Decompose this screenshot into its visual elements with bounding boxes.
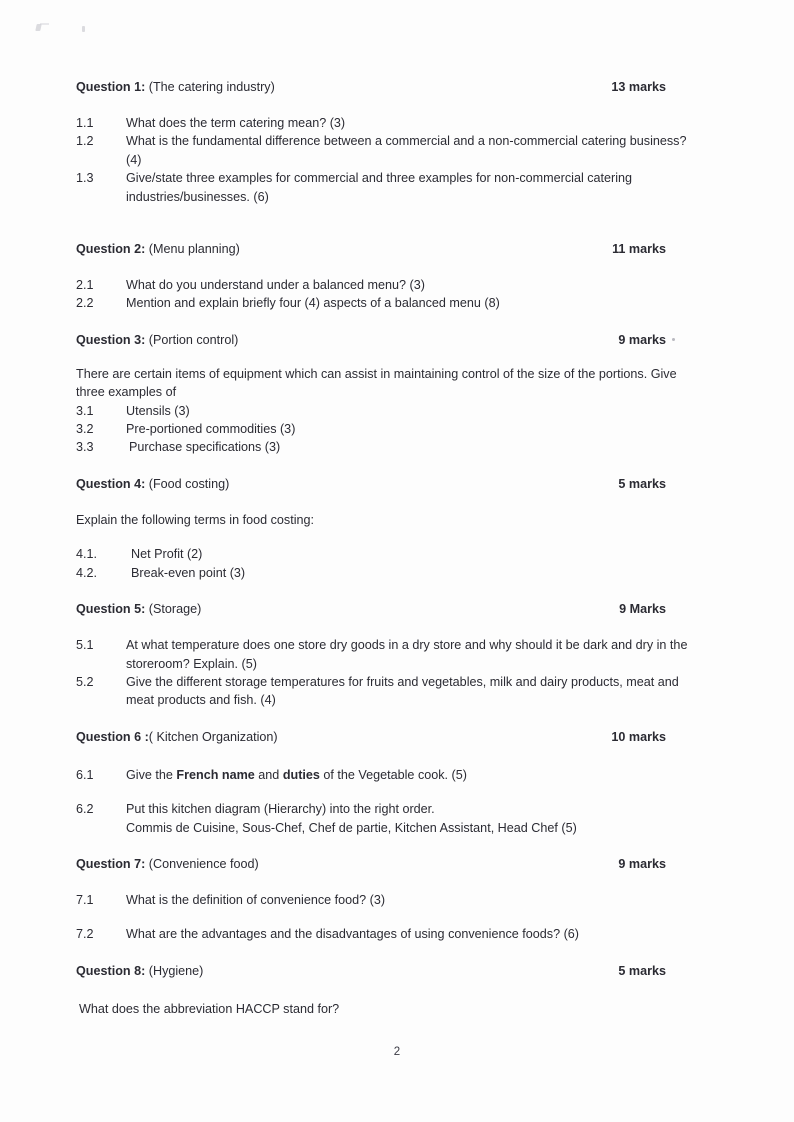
question-4-title: Question 4: — [76, 476, 146, 491]
item-text: What do you understand under a balanced menu? (3) — [126, 278, 425, 293]
question-1-header — [76, 78, 688, 96]
item-text: Purchase specifications (3) — [129, 440, 281, 455]
question-item-3-1 — [76, 402, 688, 420]
question-4-marks: 5 marks — [618, 476, 666, 491]
question-6-heading — [76, 728, 278, 746]
item-number: 5.1 — [76, 638, 94, 653]
item-number: 2.1 — [76, 278, 94, 293]
item-number: 4.1. — [76, 547, 98, 562]
question-8-closing-text: What does the abbreviation HACCP stand for? — [79, 1001, 340, 1016]
item-text: Pre-portioned commodities (3) — [126, 422, 296, 437]
question-5-header — [76, 600, 688, 618]
question-1-title: Question 1: — [76, 80, 146, 94]
item-number: 1.1 — [76, 116, 94, 130]
question-8-heading — [76, 962, 203, 980]
scan-dot-artifact — [672, 338, 675, 341]
item-number: 6.2 — [76, 802, 94, 817]
question-item-6-2 — [76, 800, 688, 837]
question-item-3-3 — [76, 438, 688, 456]
item-text: Net Profit (2) — [131, 547, 203, 562]
question-3-intro: There are certain items of equipment which can assist in maintaining control of the size of the portions. Give three examples of — [76, 366, 677, 400]
question-6-header — [76, 728, 688, 746]
item-number: 5.2 — [76, 674, 94, 689]
item-number: 2.2 — [76, 296, 94, 311]
question-3-header — [76, 331, 688, 349]
question-item-5-2 — [76, 673, 688, 710]
item-text — [126, 800, 688, 837]
item-text-emphasis-french-name: French name — [176, 767, 255, 782]
scan-smudge-artifact — [40, 23, 49, 25]
question-8-marks: 5 marks — [618, 963, 666, 978]
item-text-line-2: Commis de Cuisine, Sous-Chef, Chef de partie, Kitchen Assistant, Head Chef (5) — [126, 820, 577, 835]
item-number: 4.2. — [76, 565, 98, 580]
item-text: Give/state three examples for commercial and three examples for non-commercial catering industries/businesses. (6) — [126, 171, 633, 204]
question-5-title: Question 5: — [76, 602, 146, 617]
question-1-topic: (The catering industry) — [145, 80, 275, 94]
item-number: 1.3 — [76, 171, 94, 186]
question-2-heading — [76, 240, 240, 258]
question-2-title: Question 2: — [76, 242, 146, 257]
question-4-topic: (Food costing) — [145, 476, 230, 491]
item-number: 3.3 — [76, 440, 94, 455]
item-text: What does the term catering mean? (3) — [126, 116, 346, 130]
item-text: At what temperature does one store dry goods in a dry store and why should it be dark and dry in the storeroom? Explain. (5) — [126, 638, 688, 671]
question-item-7-1 — [76, 891, 688, 909]
question-5-topic: (Storage) — [145, 602, 202, 617]
item-text-emphasis-duties: duties — [282, 767, 320, 782]
question-7-marks: 9 marks — [618, 856, 666, 871]
item-number: 3.2 — [76, 422, 94, 437]
question-item-1-2 — [76, 132, 688, 169]
item-number: 7.1 — [76, 892, 94, 907]
item-text-part: of the Vegetable cook. (5) — [319, 767, 467, 782]
question-item-1-3 — [76, 169, 688, 206]
item-number: 3.1 — [76, 403, 94, 418]
question-2-marks: 11 marks — [612, 242, 666, 257]
item-text: What are the advantages and the disadvantages of using convenience foods? (6) — [126, 927, 579, 942]
item-text: Break-even point (3) — [131, 565, 246, 580]
question-1-heading — [76, 78, 275, 96]
item-text: Give the different storage temperatures for fruits and vegetables, milk and dairy products, meat and meat products and fish. (4) — [126, 674, 679, 708]
question-4-intro: Explain the following terms in food costing: — [76, 512, 315, 527]
scan-smudge-artifact — [82, 26, 85, 32]
question-3-title: Question 3: — [76, 332, 146, 347]
scan-smudge-artifact — [35, 24, 41, 31]
item-number: 7.2 — [76, 927, 94, 942]
question-3-marks: 9 marks — [618, 332, 666, 347]
item-text-line-1: Put this kitchen diagram (Hierarchy) into the right order. — [126, 802, 435, 817]
page-number: 2 — [393, 1046, 401, 1058]
question-item-7-2 — [76, 925, 688, 943]
question-5-heading — [76, 600, 201, 618]
question-4-heading — [76, 475, 229, 493]
question-item-4-2 — [76, 564, 688, 582]
question-item-6-1 — [76, 766, 688, 784]
question-8-title: Question 8: — [76, 963, 146, 978]
question-6-topic: ( Kitchen Organization) — [148, 729, 278, 744]
item-text — [126, 766, 688, 784]
question-8-header — [76, 962, 688, 980]
question-3-heading — [76, 331, 238, 349]
question-7-title: Question 7: — [76, 856, 146, 871]
item-text-part: Give the — [126, 767, 177, 782]
question-4-header — [76, 475, 688, 493]
question-item-2-1 — [76, 276, 688, 294]
question-2-topic: (Menu planning) — [145, 242, 240, 257]
question-6-marks: 10 marks — [611, 729, 666, 744]
item-text: Utensils (3) — [126, 403, 190, 418]
item-text: Mention and explain briefly four (4) aspects of a balanced menu (8) — [126, 296, 500, 311]
question-7-header — [76, 855, 688, 873]
question-item-4-1 — [76, 545, 688, 563]
question-3-topic: (Portion control) — [145, 332, 239, 347]
exam-content — [76, 78, 688, 1018]
question-5-marks: 9 Marks — [619, 602, 666, 617]
question-1-marks: 13 marks — [611, 80, 666, 94]
question-7-heading — [76, 855, 259, 873]
question-item-2-2 — [76, 294, 688, 312]
item-text: What is the fundamental difference between a commercial and a non-commercial catering business? (4) — [126, 134, 687, 167]
item-number: 6.1 — [76, 767, 94, 782]
question-item-1-1 — [76, 114, 688, 132]
question-item-5-1 — [76, 636, 688, 673]
question-8-topic: (Hygiene) — [145, 963, 204, 978]
question-7-topic: (Convenience food) — [145, 856, 259, 871]
question-item-3-2 — [76, 420, 688, 438]
item-text: What is the definition of convenience food? (3) — [126, 892, 386, 907]
item-number: 1.2 — [76, 134, 94, 149]
question-6-title: Question 6 : — [76, 729, 149, 744]
item-text-part: and — [254, 767, 283, 782]
question-2-header — [76, 240, 688, 258]
